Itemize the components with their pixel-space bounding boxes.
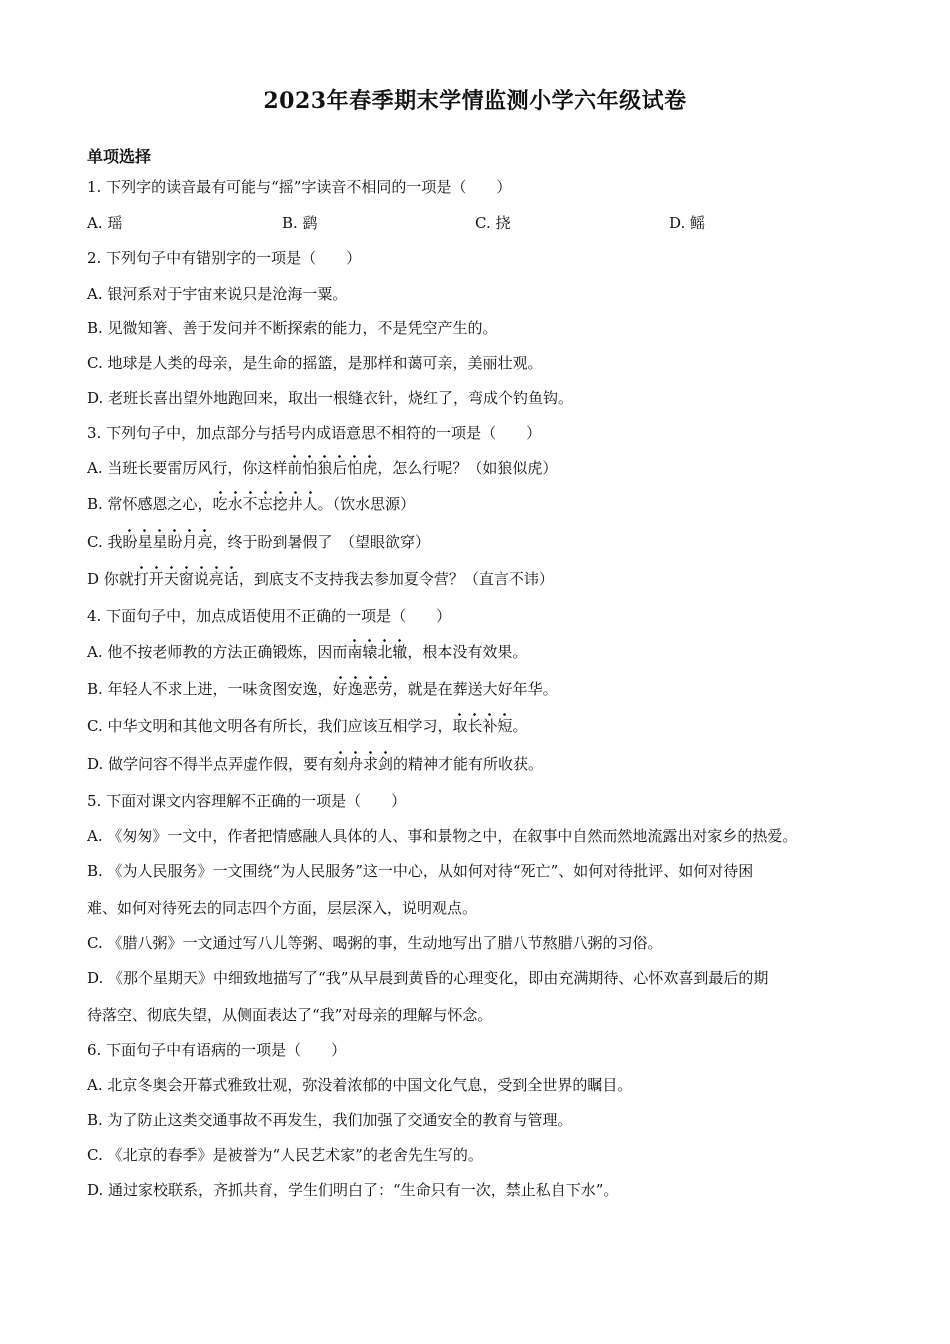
q4-c-dotted: 取长补短 [452, 713, 512, 735]
q3-a-text: A. 当班长要雷厉风行，你这样 [87, 459, 288, 477]
q5-option-a: A. 《匆匆》一文中，作者把情感融人具体的人、事和景物之中，在叙事中自然而然地流露出对家乡的热爱。 [87, 827, 798, 845]
q3-c-tail: ，终于盼到暑假了 （望眼欲穿） [212, 533, 431, 551]
q5-option-b-line2: 难、如何对待死去的同志四个方面，层层深入，说明观点。 [87, 899, 478, 917]
q3-b-text: B. 常怀感恩之心， [87, 495, 213, 513]
q6-option-a: A. 北京冬奥会开幕式雅致壮观，弥没着浓郁的中国文化气息，受到全世界的瞩目。 [87, 1076, 633, 1094]
q3-b-tail: 。（饮水思源） [317, 495, 416, 513]
section-heading: 单项选择 [87, 147, 152, 166]
q3-d-tail: ，到底支不支持我去参加夏令营？（直言不讳） [238, 570, 554, 588]
q4-option-d [87, 754, 543, 774]
q3-option-c [87, 532, 430, 552]
q3-d-text: D 你就 [87, 570, 134, 588]
q3-option-d [87, 569, 554, 589]
q4-d-dotted: 刻舟求剑 [333, 751, 393, 773]
q3-a-dotted: 前怕狼后怕虎 [287, 455, 377, 477]
q4-d-text: D. 做学问容不得半点弄虚作假，要有 [87, 755, 334, 773]
q4-d-tail: 的精神才能有所收获。 [393, 755, 544, 773]
q4-b-text: B. 年轻人不求上进，一味贪图安逸， [87, 680, 333, 698]
q5-option-d-line2: 待落空、彻底失望，从侧面表达了“我”对母亲的理解与怀念。 [87, 1006, 493, 1024]
q3-option-b [87, 494, 415, 514]
q3-stem: 3. 下列句子中，加点部分与括号内成语意思不相符的一项是（ ） [87, 424, 542, 442]
q4-option-a [87, 642, 527, 662]
q1-option-a: A. 瑶 [87, 214, 123, 232]
page-title: 2023年春季期末学情监测小学六年级试卷 [263, 88, 687, 114]
q6-stem: 6. 下面句子中有语病的一项是（ ） [87, 1041, 347, 1059]
q5-stem: 5. 下面对课文内容理解不正确的一项是（ ） [87, 792, 407, 810]
q1-option-b: B. 鹞 [282, 214, 318, 232]
q4-stem: 4. 下面句子中，加点成语使用不正确的一项是（ ） [87, 607, 452, 625]
q5-option-b-line1: B. 《为人民服务》一文围绕“为人民服务”这一中心，从如何对待“死亡”、如何对待批评、如何对待困 [87, 862, 754, 880]
q3-a-tail: ，怎么行呢？（如狼似虎） [377, 459, 558, 477]
q2-option-d: D. 老班长喜出望外地跑回来，取出一根缝衣针，烧红了，弯成个钓鱼钩。 [87, 389, 574, 407]
q3-c-text: C. 我 [87, 533, 123, 551]
q1-option-c: C. 挠 [475, 214, 511, 232]
q4-b-tail: ，就是在葬送大好年华。 [392, 680, 558, 698]
q4-c-text: C. 中华文明和其他文明各有所长，我们应该互相学习， [87, 717, 453, 735]
q1-stem: 1. 下列字的读音最有可能与“摇”字读音不相同的一项是（ ） [87, 178, 512, 196]
q2-option-a: A. 银河系对于宇宙来说只是沧海一粟。 [87, 285, 348, 303]
q4-option-c [87, 716, 528, 736]
q2-option-c: C. 地球是人类的母亲，是生命的摇篮，是那样和蔼可亲，美丽壮观。 [87, 354, 543, 372]
q4-option-b [87, 679, 558, 699]
q4-b-dotted: 好逸恶劳 [333, 676, 393, 698]
q2-option-b: B. 见微知箸、善于发问并不断探索的能力，不是凭空产生的。 [87, 319, 498, 337]
q3-b-dotted: 吃水不忘挖井人 [213, 491, 318, 513]
q1-options [87, 212, 867, 232]
q4-a-text: A. 他不按老师教的方法正确锻炼，因而 [87, 643, 348, 661]
q2-stem: 2. 下列句子中有错别字的一项是（ ） [87, 249, 362, 267]
q5-option-d-line1: D. 《那个星期天》中细致地描写了“我”从早晨到黄昏的心理变化，即由充满期待、心怀欢喜到最后的期 [87, 969, 769, 987]
q3-d-dotted: 打开天窗说亮话 [134, 566, 239, 588]
q6-option-d: D. 通过家校联系，齐抓共育，学生们明白了：“生命只有一次，禁止私自下水”。 [87, 1181, 619, 1199]
q5-option-c: C. 《腊八粥》一文通过写八儿等粥、喝粥的事，生动地写出了腊八节熬腊八粥的习俗。 [87, 934, 663, 952]
q1-option-d: D. 鳐 [669, 214, 706, 232]
q3-c-dotted: 盼星星盼月亮 [122, 529, 212, 551]
q6-option-c: C. 《北京的春季》是被誉为“人民艺术家”的老舍先生写的。 [87, 1146, 483, 1164]
q4-a-tail: ，根本没有效果。 [407, 643, 528, 661]
q3-option-a [87, 458, 557, 478]
q4-a-dotted: 南辕北辙 [347, 639, 407, 661]
q6-option-b: B. 为了防止这类交通事故不再发生，我们加强了交通安全的教育与管理。 [87, 1111, 573, 1129]
q4-c-tail: 。 [512, 717, 528, 735]
